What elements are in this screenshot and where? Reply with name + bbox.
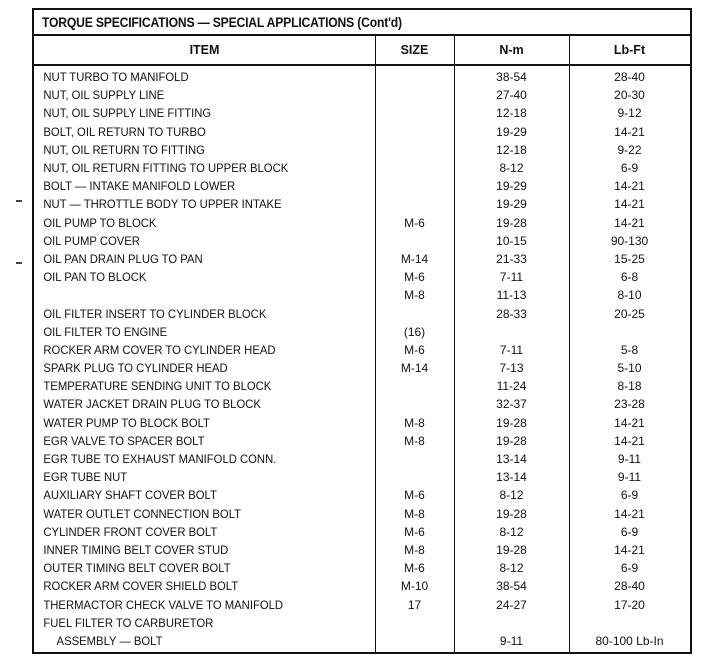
row-lbft: 20-30 [614, 88, 645, 103]
row-item: ASSEMBLY — BOLT [56, 633, 163, 648]
row-nm: 24-27 [496, 597, 527, 612]
row-size-cell [375, 289, 454, 301]
row-lbft: 14-21 [614, 197, 645, 212]
row-nm-cell [454, 562, 569, 574]
row-lbft-cell [569, 380, 690, 392]
row-item-cell [34, 308, 355, 320]
row-size: M-14 [400, 361, 429, 376]
row-size: M-8 [404, 506, 425, 521]
table-row [34, 341, 690, 359]
row-lbft: 14-21 [614, 415, 645, 430]
row-nm: 8-12 [499, 524, 524, 539]
row-lbft: 8-10 [617, 288, 642, 303]
row-nm: 19-28 [496, 433, 527, 448]
row-lbft-cell [569, 271, 690, 283]
table-row [34, 632, 690, 650]
row-lbft: 9-12 [617, 106, 642, 121]
row-size: M-8 [404, 415, 425, 430]
row-item-cell [34, 362, 355, 374]
row-lbft-cell [569, 71, 690, 83]
row-lbft: 9-11 [617, 452, 642, 467]
row-lbft: 5-8 [620, 342, 639, 357]
row-item-cell [34, 508, 355, 520]
table-row [34, 468, 690, 486]
row-lbft: 14-21 [614, 215, 645, 230]
row-item: ROCKER ARM COVER SHIELD BOLT [43, 579, 239, 594]
row-lbft-cell [569, 162, 690, 174]
row-item-cell [34, 162, 355, 174]
row-lbft-cell [569, 217, 690, 229]
row-nm: 38-54 [496, 579, 527, 594]
row-nm-cell [454, 599, 569, 611]
row-size: M-8 [404, 542, 425, 557]
row-item: TEMPERATURE SENDING UNIT TO BLOCK [43, 379, 272, 394]
row-item: OIL PAN DRAIN PLUG TO PAN [43, 251, 203, 266]
row-item: SPARK PLUG TO CYLINDER HEAD [43, 361, 228, 376]
row-size-cell [375, 398, 454, 410]
row-lbft-cell [569, 308, 690, 320]
row-item: OIL PUMP COVER [43, 233, 140, 248]
row-item-cell [34, 471, 355, 483]
row-nm-cell [454, 435, 569, 447]
row-nm-cell [454, 453, 569, 465]
row-lbft-cell [569, 198, 690, 210]
row-lbft-cell [569, 617, 690, 629]
row-item-cell [34, 562, 355, 574]
row-item: NUT, OIL SUPPLY LINE [43, 88, 165, 103]
row-lbft: 23-28 [614, 397, 645, 412]
row-lbft: 6-9 [620, 561, 639, 576]
row-size-cell [375, 635, 454, 647]
row-lbft: 9-22 [617, 142, 642, 157]
table-row [34, 577, 690, 595]
row-size-cell [375, 71, 454, 83]
table-row [34, 559, 690, 577]
row-size-cell [375, 417, 454, 429]
row-nm: 19-29 [496, 124, 527, 139]
row-size: M-6 [404, 561, 425, 576]
row-size-cell [375, 217, 454, 229]
row-lbft-cell [569, 580, 690, 592]
row-nm-cell [454, 489, 569, 501]
row-nm-cell [454, 253, 569, 265]
row-nm: 19-29 [496, 179, 527, 194]
row-item: INNER TIMING BELT COVER STUD [43, 542, 229, 557]
row-nm-cell [454, 271, 569, 283]
table-row [34, 123, 690, 141]
row-size-cell [375, 617, 454, 629]
row-size-cell [375, 599, 454, 611]
row-lbft-cell [569, 508, 690, 520]
table-row [34, 250, 690, 268]
row-item-cell [34, 398, 355, 410]
row-nm: 10-15 [496, 233, 527, 248]
row-item-cell [34, 326, 355, 338]
table-row [34, 541, 690, 559]
row-item-cell [34, 580, 355, 592]
row-size-cell [375, 198, 454, 210]
row-size-cell [375, 126, 454, 138]
row-nm: 8-12 [499, 161, 524, 176]
row-lbft-cell [569, 471, 690, 483]
row-size: M-6 [404, 342, 425, 357]
row-nm: 7-13 [499, 361, 524, 376]
row-nm: 38-54 [496, 70, 527, 85]
table-row [34, 214, 690, 232]
row-size-cell [375, 544, 454, 556]
row-item: CYLINDER FRONT COVER BOLT [43, 524, 218, 539]
row-lbft: 8-18 [617, 379, 642, 394]
row-size-cell [375, 89, 454, 101]
row-item: WATER PUMP TO BLOCK BOLT [43, 415, 210, 430]
row-nm-cell [454, 71, 569, 83]
row-lbft-cell [569, 289, 690, 301]
row-nm: 19-29 [496, 197, 527, 212]
row-item: FUEL FILTER TO CARBURETOR [43, 615, 214, 630]
row-item-cell [34, 271, 355, 283]
row-item-cell [34, 635, 355, 647]
row-item: NUT — THROTTLE BODY TO UPPER INTAKE [43, 197, 282, 212]
row-nm-cell [454, 580, 569, 592]
row-nm: 13-14 [496, 470, 527, 485]
row-lbft: 5-10 [617, 361, 642, 376]
table-row [34, 323, 690, 341]
row-nm: 7-11 [499, 270, 524, 285]
row-nm-cell [454, 380, 569, 392]
row-lbft: 6-8 [620, 270, 639, 285]
row-nm-cell [454, 526, 569, 538]
row-nm-cell [454, 289, 569, 301]
table-row [34, 195, 690, 213]
table-row [34, 268, 690, 286]
table-row [34, 141, 690, 159]
table-row [34, 86, 690, 104]
row-lbft: 14-21 [614, 506, 645, 521]
table-row [34, 432, 690, 450]
margin-mark [16, 262, 22, 264]
table-row [34, 68, 690, 86]
table-row [34, 232, 690, 250]
row-size: M-6 [404, 270, 425, 285]
row-size-cell [375, 362, 454, 374]
row-size-cell [375, 344, 454, 356]
row-item: ROCKER ARM COVER TO CYLINDER HEAD [43, 342, 276, 357]
table-row [34, 486, 690, 504]
row-nm: 32-37 [496, 397, 527, 412]
row-size-cell [375, 435, 454, 447]
row-lbft-cell [569, 326, 690, 338]
row-lbft: 28-40 [614, 70, 645, 85]
row-size-cell [375, 489, 454, 501]
header-item: ITEM [189, 43, 220, 57]
row-item-cell [34, 453, 355, 465]
torque-spec-table [32, 8, 692, 654]
row-item-cell [34, 126, 355, 138]
row-lbft: 6-9 [620, 161, 639, 176]
table-row [34, 523, 690, 541]
row-lbft-cell [569, 599, 690, 611]
row-nm: 12-18 [496, 142, 527, 157]
row-lbft-cell [569, 235, 690, 247]
row-item-cell [34, 435, 355, 447]
row-nm-cell [454, 107, 569, 119]
row-size: M-10 [400, 579, 429, 594]
row-size-cell [375, 235, 454, 247]
row-nm: 28-33 [496, 306, 527, 321]
row-item: WATER OUTLET CONNECTION BOLT [43, 506, 242, 521]
row-nm: 11-13 [496, 288, 527, 303]
row-item-cell [34, 289, 355, 301]
row-nm: 27-40 [496, 88, 527, 103]
row-item: OUTER TIMING BELT COVER BOLT [43, 561, 231, 576]
table-row [34, 505, 690, 523]
table-row [34, 177, 690, 195]
row-nm-cell [454, 308, 569, 320]
row-item: NUT, OIL RETURN TO FITTING [43, 142, 205, 157]
row-lbft: 9-11 [617, 470, 642, 485]
row-size-cell [375, 562, 454, 574]
row-size: M-8 [404, 288, 425, 303]
row-lbft-cell [569, 107, 690, 119]
row-lbft: 80-100 Lb-In [595, 633, 664, 648]
row-size-cell [375, 471, 454, 483]
row-size-cell [375, 180, 454, 192]
row-item-cell [34, 489, 355, 501]
row-item-cell [34, 617, 355, 629]
row-lbft-cell [569, 562, 690, 574]
row-nm-cell [454, 162, 569, 174]
row-item-cell [34, 217, 355, 229]
row-size: (16) [403, 324, 426, 339]
row-size-cell [375, 162, 454, 174]
row-lbft-cell [569, 635, 690, 647]
row-lbft: 14-21 [614, 179, 645, 194]
table-row [34, 414, 690, 432]
row-lbft: 28-40 [614, 579, 645, 594]
row-lbft: 6-9 [620, 488, 639, 503]
row-lbft: 14-21 [614, 433, 645, 448]
row-item-cell [34, 235, 355, 247]
row-size-cell [375, 271, 454, 283]
row-size: M-8 [404, 433, 425, 448]
row-item-cell [34, 198, 355, 210]
row-lbft: 14-21 [614, 124, 645, 139]
row-nm-cell [454, 198, 569, 210]
row-item-cell [34, 344, 355, 356]
row-item: OIL FILTER INSERT TO CYLINDER BLOCK [43, 306, 267, 321]
table-row [34, 395, 690, 413]
row-lbft-cell [569, 344, 690, 356]
table-row [34, 286, 690, 304]
row-item-cell [34, 417, 355, 429]
row-lbft-cell [569, 180, 690, 192]
row-item-cell [34, 180, 355, 192]
row-nm: 19-28 [496, 215, 527, 230]
row-size-cell [375, 253, 454, 265]
table-row [34, 450, 690, 468]
row-item: THERMACTOR CHECK VALVE TO MANIFOLD [43, 597, 284, 612]
row-lbft-cell [569, 453, 690, 465]
row-item: EGR TUBE TO EXHAUST MANIFOLD CONN. [43, 452, 277, 467]
row-lbft: 14-21 [614, 542, 645, 557]
table-row [34, 304, 690, 322]
row-item: NUT, OIL RETURN FITTING TO UPPER BLOCK [43, 161, 289, 176]
row-lbft: 6-9 [620, 524, 639, 539]
row-item: OIL PUMP TO BLOCK [43, 215, 157, 230]
header-size: SIZE [400, 43, 429, 57]
row-lbft: 90-130 [610, 233, 649, 248]
row-item: OIL FILTER TO ENGINE [43, 324, 168, 339]
row-item: BOLT — INTAKE MANIFOLD LOWER [43, 179, 236, 194]
row-nm: 21-33 [496, 251, 527, 266]
row-item-cell [34, 89, 355, 101]
table-row [34, 359, 690, 377]
row-size: M-6 [404, 215, 425, 230]
row-lbft-cell [569, 362, 690, 374]
row-size-cell [375, 580, 454, 592]
header-lbft: Lb-Ft [613, 43, 646, 57]
row-size: M-6 [404, 488, 425, 503]
row-nm-cell [454, 417, 569, 429]
row-item-cell [34, 71, 355, 83]
row-size: M-14 [400, 251, 429, 266]
row-lbft-cell [569, 544, 690, 556]
row-item-cell [34, 144, 355, 156]
header-nm: N-m [499, 43, 524, 57]
row-lbft: 20-25 [614, 306, 645, 321]
row-nm-cell [454, 326, 569, 338]
row-size-cell [375, 308, 454, 320]
table-row [34, 104, 690, 122]
row-nm-cell [454, 398, 569, 410]
row-item-cell [34, 380, 355, 392]
row-nm: 13-14 [496, 452, 527, 467]
row-lbft-cell [569, 144, 690, 156]
row-nm: 8-12 [499, 561, 524, 576]
row-lbft-cell [569, 89, 690, 101]
row-item: NUT, OIL SUPPLY LINE FITTING [43, 106, 212, 121]
row-nm-cell [454, 217, 569, 229]
row-nm-cell [454, 235, 569, 247]
row-nm: 19-28 [496, 415, 527, 430]
row-item: NUT TURBO TO MANIFOLD [43, 70, 189, 85]
row-nm-cell [454, 344, 569, 356]
row-item-cell [34, 544, 355, 556]
row-nm-cell [454, 89, 569, 101]
row-lbft-cell [569, 489, 690, 501]
row-item: EGR TUBE NUT [43, 470, 128, 485]
row-lbft-cell [569, 417, 690, 429]
row-size: 17 [407, 597, 422, 612]
row-nm-cell [454, 180, 569, 192]
table-row [34, 377, 690, 395]
row-lbft-cell [569, 126, 690, 138]
row-item-cell [34, 107, 355, 119]
row-nm: 19-28 [496, 506, 527, 521]
row-lbft-cell [569, 435, 690, 447]
table-body [34, 68, 690, 650]
table-row [34, 595, 690, 613]
table-header-row [34, 36, 690, 66]
row-nm-cell [454, 544, 569, 556]
row-item: AUXILIARY SHAFT COVER BOLT [43, 488, 217, 503]
row-nm-cell [454, 635, 569, 647]
table-row [34, 159, 690, 177]
row-item-cell [34, 526, 355, 538]
row-size-cell [375, 508, 454, 520]
row-nm: 7-11 [499, 342, 524, 357]
row-size-cell [375, 326, 454, 338]
row-item-cell [34, 599, 355, 611]
row-size: M-6 [404, 524, 425, 539]
row-size-cell [375, 380, 454, 392]
row-size-cell [375, 107, 454, 119]
row-nm: 12-18 [496, 106, 527, 121]
row-item: BOLT, OIL RETURN TO TURBO [43, 124, 206, 139]
table-title: TORQUE SPECIFICATIONS — SPECIAL APPLICATIONS (Cont'd) [42, 14, 402, 30]
row-nm: 11-24 [496, 379, 527, 394]
row-nm-cell [454, 508, 569, 520]
row-lbft: 17-20 [614, 597, 645, 612]
row-size-cell [375, 144, 454, 156]
row-nm: 19-28 [496, 542, 527, 557]
row-item: EGR VALVE TO SPACER BOLT [43, 433, 205, 448]
row-lbft-cell [569, 398, 690, 410]
row-nm-cell [454, 126, 569, 138]
margin-mark [16, 200, 22, 202]
row-lbft-cell [569, 526, 690, 538]
row-lbft: 15-25 [614, 251, 645, 266]
row-nm-cell [454, 471, 569, 483]
row-nm-cell [454, 617, 569, 629]
row-item: OIL PAN TO BLOCK [43, 270, 147, 285]
table-row [34, 614, 690, 632]
row-item: WATER JACKET DRAIN PLUG TO BLOCK [43, 397, 261, 412]
row-size-cell [375, 453, 454, 465]
row-size-cell [375, 526, 454, 538]
row-nm: 9-11 [499, 633, 524, 648]
row-nm: 8-12 [499, 488, 524, 503]
row-nm-cell [454, 144, 569, 156]
row-nm-cell [454, 362, 569, 374]
row-lbft-cell [569, 253, 690, 265]
row-item-cell [34, 253, 355, 265]
table-title-row [34, 10, 690, 36]
